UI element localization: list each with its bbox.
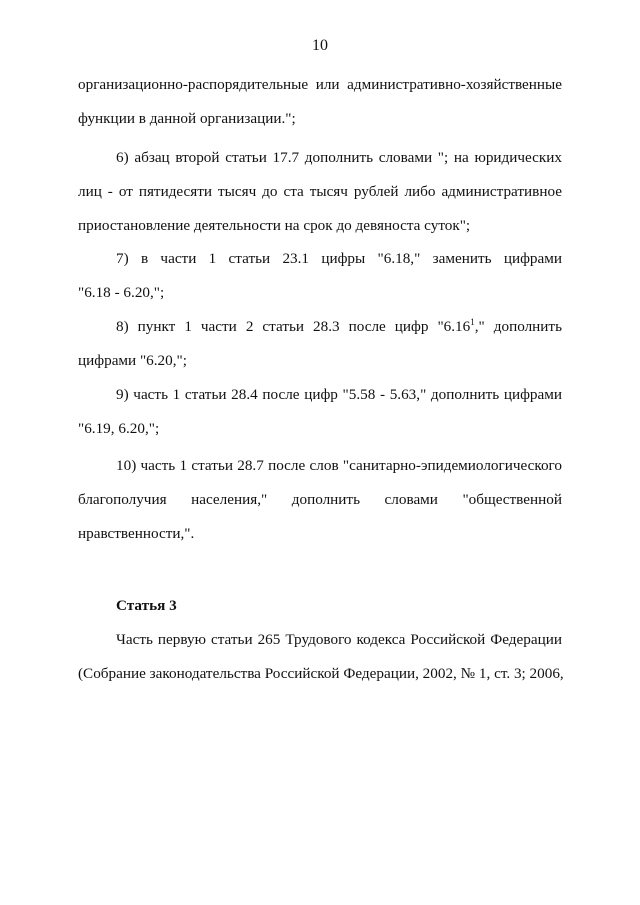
text-line-7: "6.18 - 6.20,"; — [78, 284, 165, 301]
text-line-9: цифрами "6.20,"; — [78, 352, 187, 369]
text-line-12: 10) часть 1 статьи 28.7 после слов "санитарно-эпидемиологического — [116, 457, 562, 474]
text-line-10: 9) часть 1 статьи 28.4 после цифр "5.58 - 5.63," дополнить цифрами — [116, 386, 562, 403]
text-line-13: благополучия населения," дополнить словами "общественной — [78, 491, 562, 508]
text-line-2: функции в данной организации."; — [78, 110, 296, 127]
text-line-8 — [116, 317, 562, 337]
text-line-15: Часть первую статьи 265 Трудового кодекса Российской Федерации — [116, 631, 562, 648]
page-number: 10 — [312, 37, 328, 54]
text-line-3: 6) абзац второй статьи 17.7 дополнить словами "; на юридических — [116, 149, 562, 166]
text-line-5: приостановление деятельности на срок до девяноста суток"; — [78, 217, 471, 234]
text-line-6: 7) в части 1 статьи 23.1 цифры "6.18," заменить цифрами — [116, 250, 562, 267]
text-line-14: нравственности,". — [78, 525, 195, 542]
text-line-11: "6.19, 6.20,"; — [78, 420, 160, 437]
superscript: 1 — [470, 317, 475, 327]
text-line-16: (Собрание законодательства Российской Федерации, 2002, № 1, ст. 3; 2006, — [78, 665, 564, 682]
text-line-4: лиц - от пятидесяти тысяч до ста тысяч рублей либо административное — [78, 183, 562, 200]
text-line-1: организационно-распорядительные или административно-хозяйственные — [78, 76, 562, 93]
section-heading: Статья 3 — [116, 597, 177, 614]
text-line-8-part-1: 8) пункт 1 части 2 статьи 28.3 после цифр "6.16 — [116, 318, 471, 335]
text-line-8-part-2: ," дополнить — [474, 318, 562, 335]
